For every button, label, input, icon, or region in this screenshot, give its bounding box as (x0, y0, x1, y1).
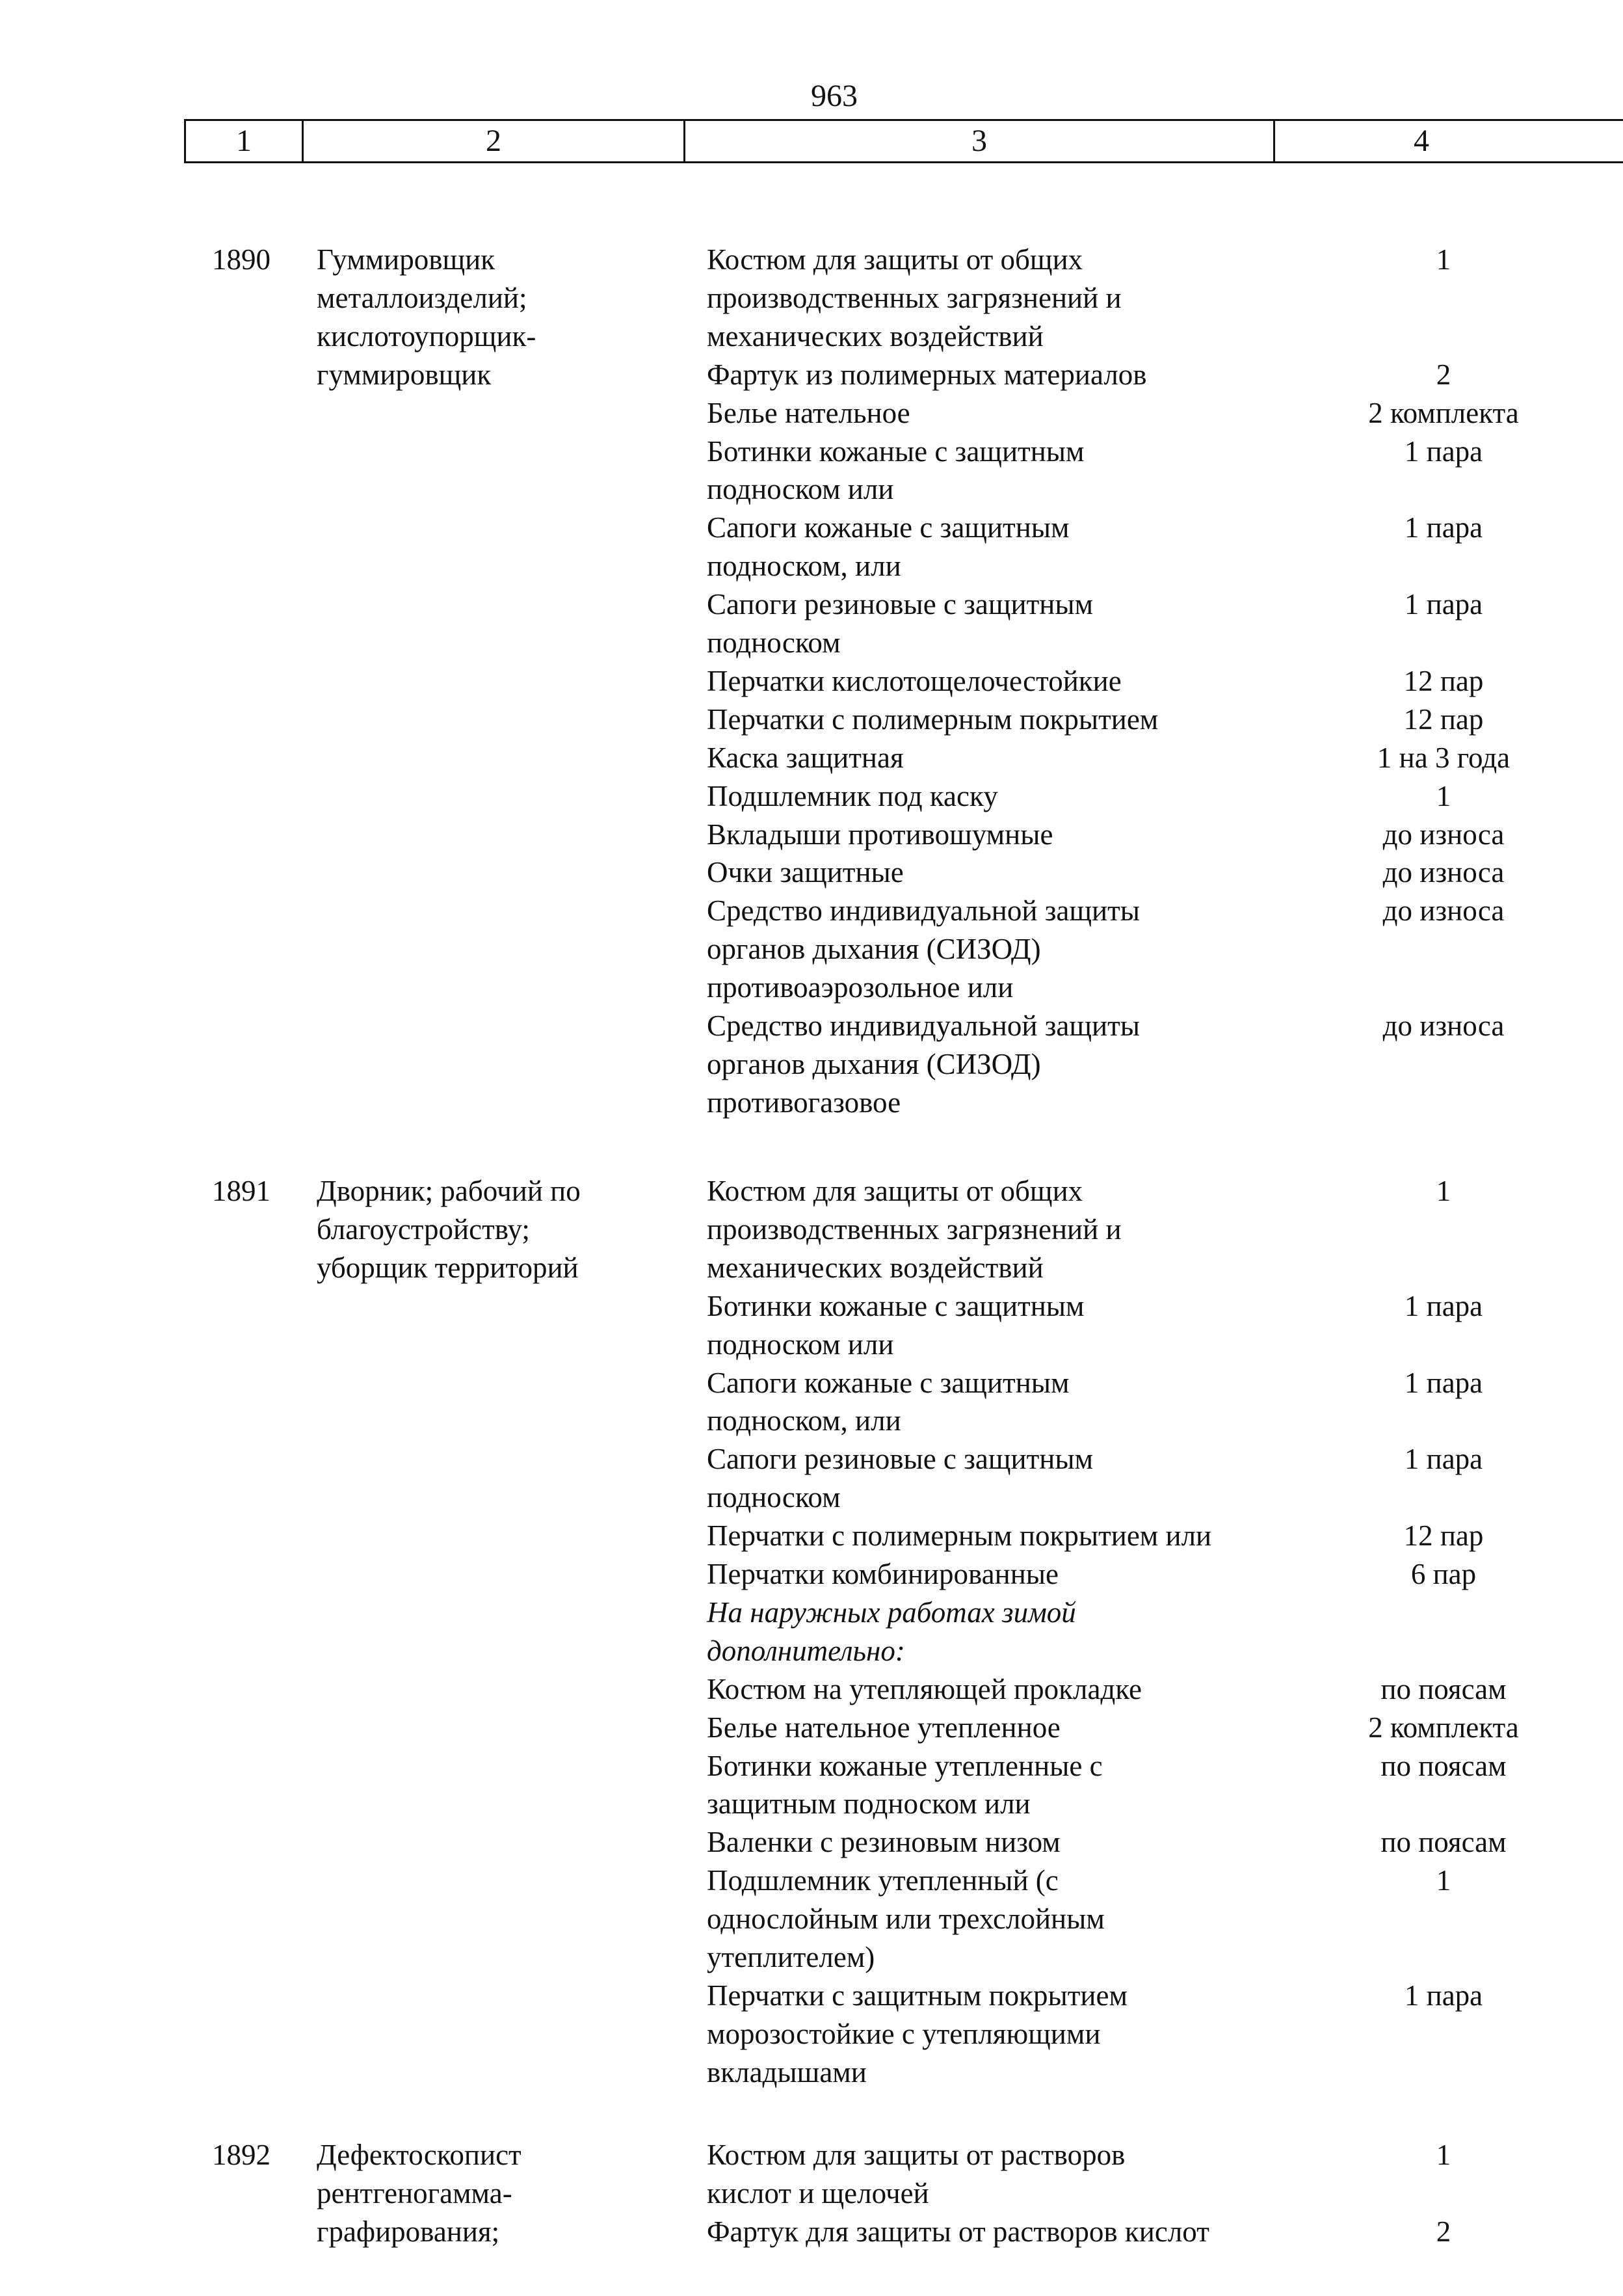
item-name-line: подноском (707, 1481, 841, 1514)
item-quantity: до износа (1382, 818, 1505, 851)
profession-line: гуммировщик (317, 358, 492, 391)
item-name-line: морозостойкие с утепляющими (707, 2018, 1101, 2050)
item-name-line: подноском, или (707, 1404, 901, 1437)
item-quantity: 1 пара (1404, 1443, 1483, 1475)
item-name-line: Каска защитная (707, 741, 904, 774)
item-name-line: Сапоги резиновые с защитным (707, 588, 1094, 621)
item-name-line: Белье нательное утепленное (707, 1711, 1061, 1744)
item-name-line: Ботинки кожаные с защитным (707, 435, 1085, 468)
item-quantity: 1 пара (1404, 588, 1483, 621)
item-quantity: 1 (1436, 1864, 1451, 1897)
profession-line: металлоизделий; (317, 282, 527, 314)
item-quantity: 1 на 3 года (1377, 741, 1511, 774)
header-col-1: 1 (236, 124, 252, 158)
item-name-line: органов дыхания (СИЗОД) (707, 1048, 1041, 1080)
header-col-4: 4 (1414, 124, 1429, 158)
profession-line: Дворник; рабочий по (317, 1175, 581, 1207)
column-header-row (184, 119, 1623, 163)
item-name-line: Сапоги кожаные с защитным (707, 1367, 1070, 1399)
item-name-line: На наружных работах зимой (707, 1596, 1076, 1629)
item-name-line: противоаэрозольное или (707, 971, 1014, 1004)
item-quantity: 12 пар (1403, 665, 1484, 697)
item-quantity: по поясам (1380, 1673, 1507, 1705)
item-quantity: 12 пар (1403, 703, 1484, 736)
header-col-2: 2 (486, 124, 501, 158)
item-name-line: Перчатки с полимерным покрытием или (707, 1519, 1212, 1552)
entry-number: 1892 (212, 2139, 270, 2171)
entry-number: 1890 (212, 243, 270, 276)
profession-line: графирования; (317, 2215, 500, 2248)
item-name-line: подноском или (707, 473, 894, 505)
profession-line: уборщик территорий (317, 1251, 579, 1284)
item-quantity: до износа (1382, 1009, 1505, 1042)
profession-line: благоустройству; (317, 1213, 530, 1246)
item-name-line: подноском, или (707, 550, 901, 582)
item-quantity: 1 пара (1404, 511, 1483, 544)
item-quantity: 2 (1436, 358, 1451, 391)
item-name-line: утеплителем) (707, 1941, 875, 1973)
item-name-line: дополнительно: (707, 1635, 905, 1667)
item-name-line: однослойным или трехслойным (707, 1902, 1105, 1935)
item-quantity: по поясам (1380, 1750, 1507, 1782)
profession-line: рентгеногамма- (317, 2177, 512, 2209)
item-name-line: Средство индивидуальной защиты (707, 894, 1141, 927)
item-name-line: производственных загрязнений и (707, 1213, 1122, 1246)
item-quantity: 1 (1436, 780, 1451, 812)
item-name-line: Средство индивидуальной защиты (707, 1009, 1141, 1042)
item-name-line: органов дыхания (СИЗОД) (707, 933, 1041, 965)
item-quantity: 1 пара (1404, 1979, 1483, 2012)
item-quantity: 2 комплекта (1368, 397, 1519, 429)
item-name-line: Ботинки кожаные утепленные с (707, 1750, 1103, 1782)
profession-line: кислотоупорщик- (317, 320, 536, 353)
item-name-line: защитным подноском или (707, 1787, 1031, 1820)
item-quantity: 6 пар (1410, 1558, 1477, 1590)
header-col-3: 3 (971, 124, 987, 158)
item-quantity: 1 пара (1404, 1367, 1483, 1399)
item-name-line: Перчатки комбинированные (707, 1558, 1059, 1590)
item-name-line: Сапоги кожаные с защитным (707, 511, 1070, 544)
item-quantity: 2 комплекта (1368, 1711, 1519, 1744)
item-name-line: Фартук из полимерных материалов (707, 358, 1147, 391)
page-number: 963 (811, 79, 858, 113)
item-name-line: механических воздействий (707, 1251, 1044, 1284)
item-quantity: до износа (1382, 856, 1505, 888)
item-name-line: кислот и щелочей (707, 2177, 929, 2209)
item-name-line: Вкладыши противошумные (707, 818, 1053, 851)
item-name-line: вкладышами (707, 2056, 867, 2089)
item-name-line: Очки защитные (707, 856, 904, 888)
item-name-line: производственных загрязнений и (707, 282, 1122, 314)
item-name-line: Ботинки кожаные с защитным (707, 1290, 1085, 1322)
item-name-line: Фартук для защиты от растворов кислот (707, 2215, 1209, 2248)
profession-line: Дефектоскопист (317, 2139, 521, 2171)
item-name-line: Валенки с резиновым низом (707, 1826, 1061, 1858)
entry-number: 1891 (212, 1175, 270, 1207)
item-name-line: Костюм для защиты от общих (707, 1175, 1083, 1207)
profession-line: Гуммировщик (317, 243, 495, 276)
item-name-line: Перчатки кислотощелочестойкие (707, 665, 1122, 697)
item-name-line: подноском или (707, 1328, 894, 1361)
item-name-line: Подшлемник под каску (707, 780, 998, 812)
item-name-line: механических воздействий (707, 320, 1044, 353)
item-quantity: 1 (1436, 2139, 1451, 2171)
item-name-line: Сапоги резиновые с защитным (707, 1443, 1094, 1475)
item-quantity: 1 пара (1404, 1290, 1483, 1322)
item-name-line: Перчатки с защитным покрытием (707, 1979, 1128, 2012)
item-name-line: подноском (707, 626, 841, 659)
item-quantity: по поясам (1380, 1826, 1507, 1858)
item-name-line: противогазовое (707, 1086, 901, 1119)
item-name-line: Подшлемник утепленный (с (707, 1864, 1059, 1897)
item-quantity: 1 (1436, 1175, 1451, 1207)
item-quantity: 1 (1436, 243, 1451, 276)
item-name-line: Белье нательное (707, 397, 910, 429)
item-quantity: 12 пар (1403, 1519, 1484, 1552)
item-name-line: Перчатки с полимерным покрытием (707, 703, 1159, 736)
item-name-line: Костюм на утепляющей прокладке (707, 1673, 1142, 1705)
item-name-line: Костюм для защиты от растворов (707, 2139, 1126, 2171)
item-quantity: до износа (1382, 894, 1505, 927)
item-quantity: 2 (1436, 2215, 1451, 2248)
item-quantity: 1 пара (1404, 435, 1483, 468)
item-name-line: Костюм для защиты от общих (707, 243, 1083, 276)
